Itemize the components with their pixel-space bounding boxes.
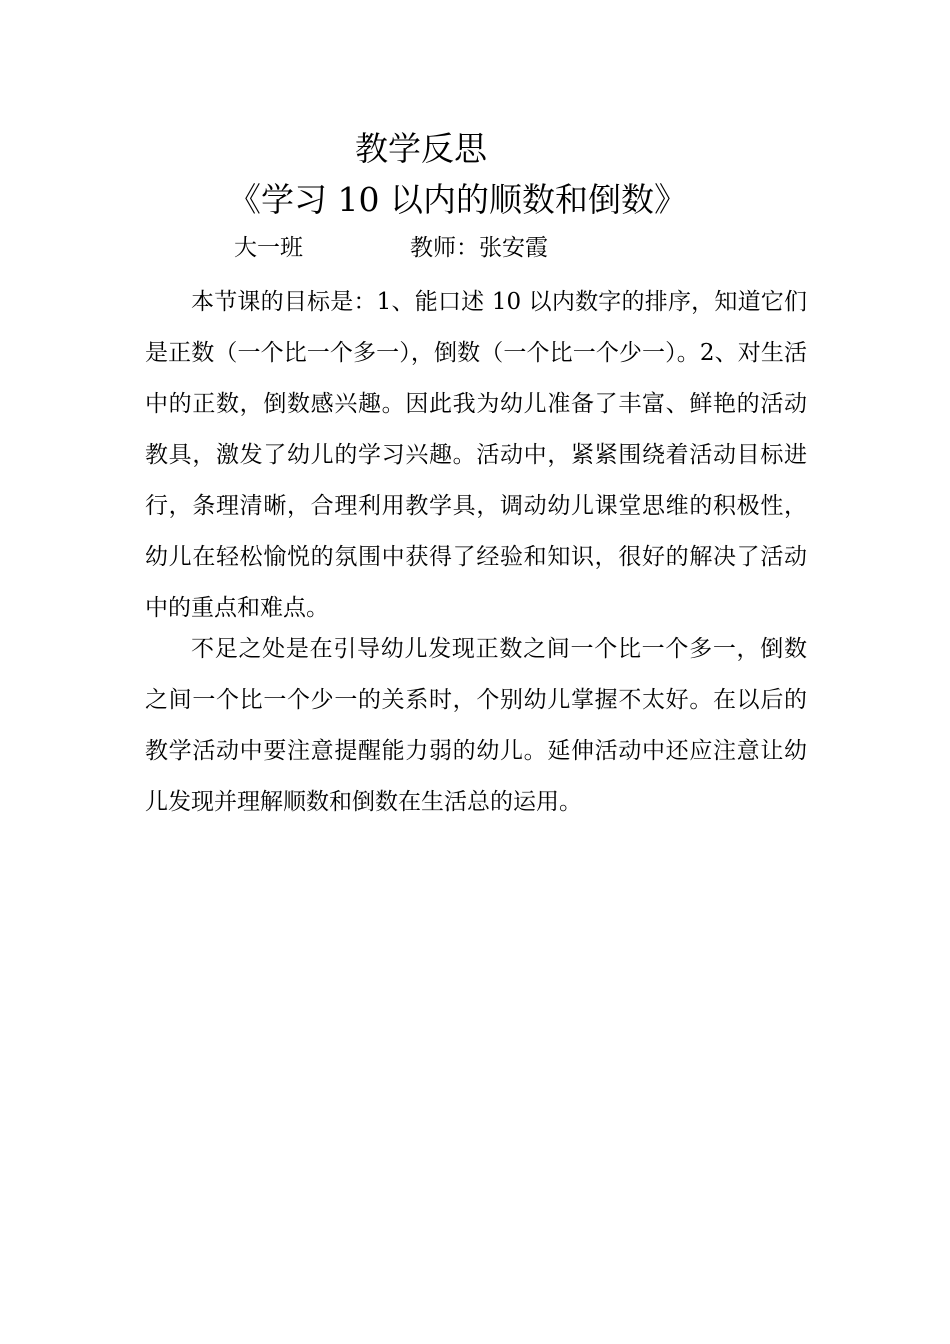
document-title: 教学反思 (355, 129, 487, 168)
paragraph: 本节课的目标是：1、能口述 10 以内数字的排序，知道它们是正数（一个比一个多一），倒数（一个比一个少一）。2、对生活中的正数，倒数感兴趣。因此我为幼儿准备了丰富、鲜艳的活动教具，激发了幼儿的学习兴趣。活动中，紧紧围绕着活动目标进行，条理清晰，合理利用教学具，调动幼儿课堂思维的积极性，幼儿在轻松愉悦的氛围中获得了经验和知识，很好的解决了活动中的重点和难点。 (145, 289, 807, 621)
document-subtitle: 《学习 10 以内的顺数和倒数》 (228, 180, 687, 219)
teacher-name: 教师：张安霞 (410, 235, 548, 261)
paragraph: 不足之处是在引导幼儿发现正数之间一个比一个多一，倒数之间一个比一个少一的关系时，个别幼儿掌握不太好。在以后的教学活动中要注意提醒能力弱的幼儿。延伸活动中还应注意让幼儿发现并理解顺数和倒数在生活总的运用。 (145, 636, 807, 815)
class-name: 大一班 (234, 235, 303, 261)
